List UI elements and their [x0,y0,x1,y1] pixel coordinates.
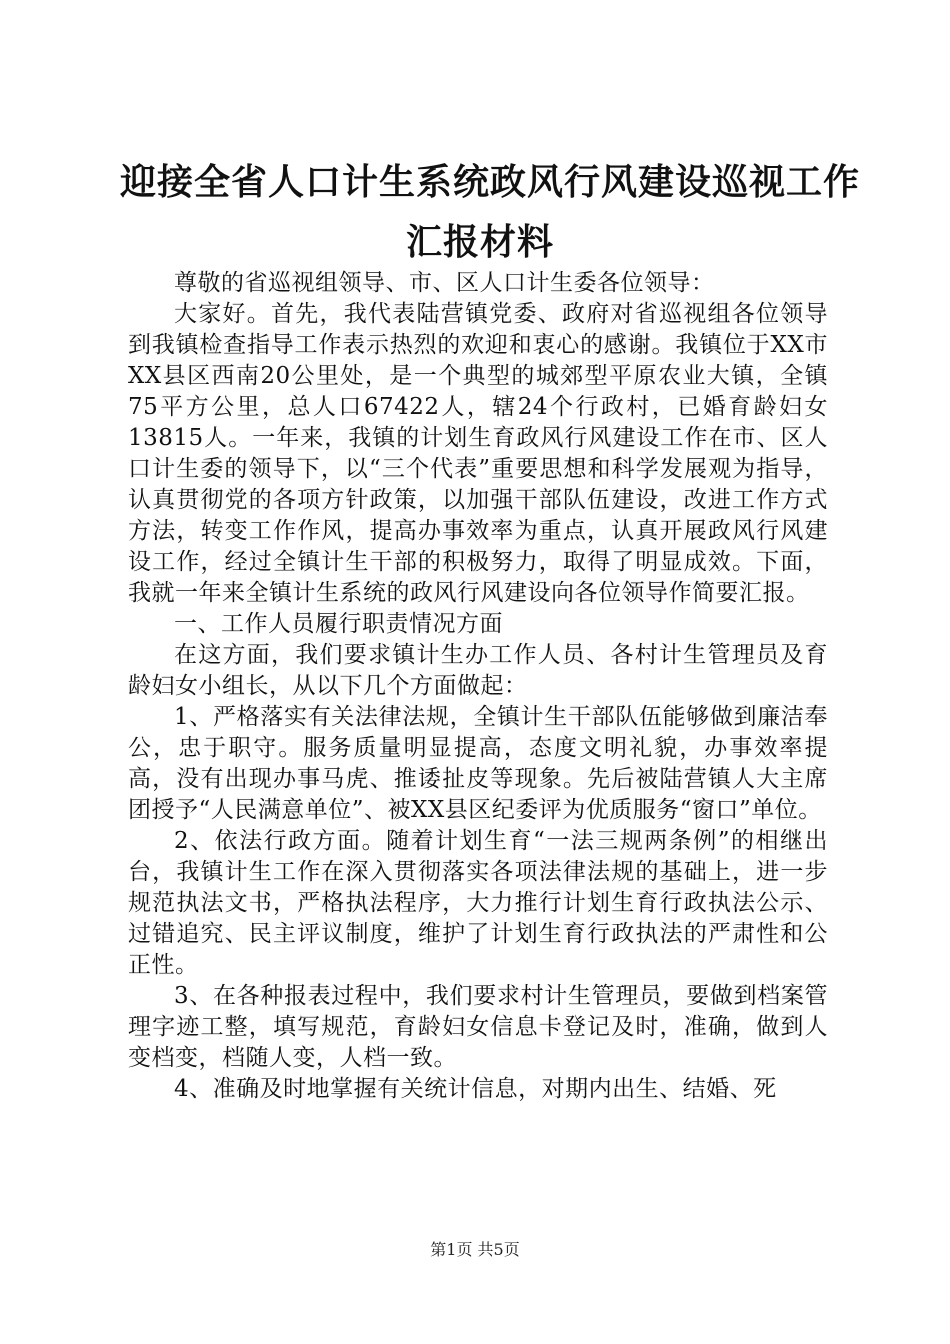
paragraph-intro: 大家好。首先，我代表陆营镇党委、政府对省巡视组各位领导到我镇检查指导工作表示热烈的欢迎和衷心的感谢。我镇位于XX市XX县区西南20公里处，是一个典型的城郊型平原农业大镇，全镇75平方公里，总人口67422人，辖24个行政村，已婚育龄妇女13815人。一年来，我镇的计划生育政风行风建设工作在市、区人口计生委的领导下，以“三个代表”重要思想和科学发展观为指导，认真贯彻党的各项方针政策，以加强干部队伍建设，改进工作方式方法，转变工作作风，提高办事效率为重点，认真开展政风行风建设工作，经过全镇计生干部的积极努力，取得了明显成效。下面，我就一年来全镇计生系统的政风行风建设向各位领导作简要汇报。 [128,301,828,606]
document-title-line-2: 汇报材料 [405,221,554,263]
paragraph-item-4: 4、准确及时地掌握有关统计信息，对期内出生、结婚、死 [174,1076,777,1102]
page-number-footer: 第1页 共5页 [430,1240,520,1259]
document-title-line-1: 迎接全省人口计生系统政风行风建设巡视工作 [120,161,861,203]
paragraph-section-1-intro: 在这方面，我们要求镇计生办工作人员、各村计生管理员及育龄妇女小组长，从以下几个方面做起： [128,642,828,699]
salutation: 尊敬的省巡视组领导、市、区人口计生委各位领导： [174,270,715,296]
section-heading-1: 一、工作人员履行职责情况方面 [174,611,503,637]
paragraph-item-2: 2、依法行政方面。随着计划生育“一法三规两条例”的相继出台，我镇计生工作在深入贯彻落实各项法律法规的基础上，进一步规范执法文书，严格执法程序，大力推行计划生育行政执法公示、过错追究、民主评议制度，维护了计划生育行政执法的严肃性和公正性。 [128,828,828,978]
paragraph-item-1: 1、严格落实有关法律法规，全镇计生干部队伍能够做到廉洁奉公，忠于职守。服务质量明显提高，态度文明礼貌，办事效率提高，没有出现办事马虎、推诿扯皮等现象。先后被陆营镇人大主席团授予“人民满意单位”、被XX县区纪委评为优质服务“窗口”单位。 [128,704,828,823]
document-body [128,268,828,1105]
paragraph-item-3: 3、在各种报表过程中，我们要求村计生管理员，要做到档案管理字迹工整，填写规范，育龄妇女信息卡登记及时，准确，做到人变档变，档随人变，人档一致。 [128,983,828,1071]
